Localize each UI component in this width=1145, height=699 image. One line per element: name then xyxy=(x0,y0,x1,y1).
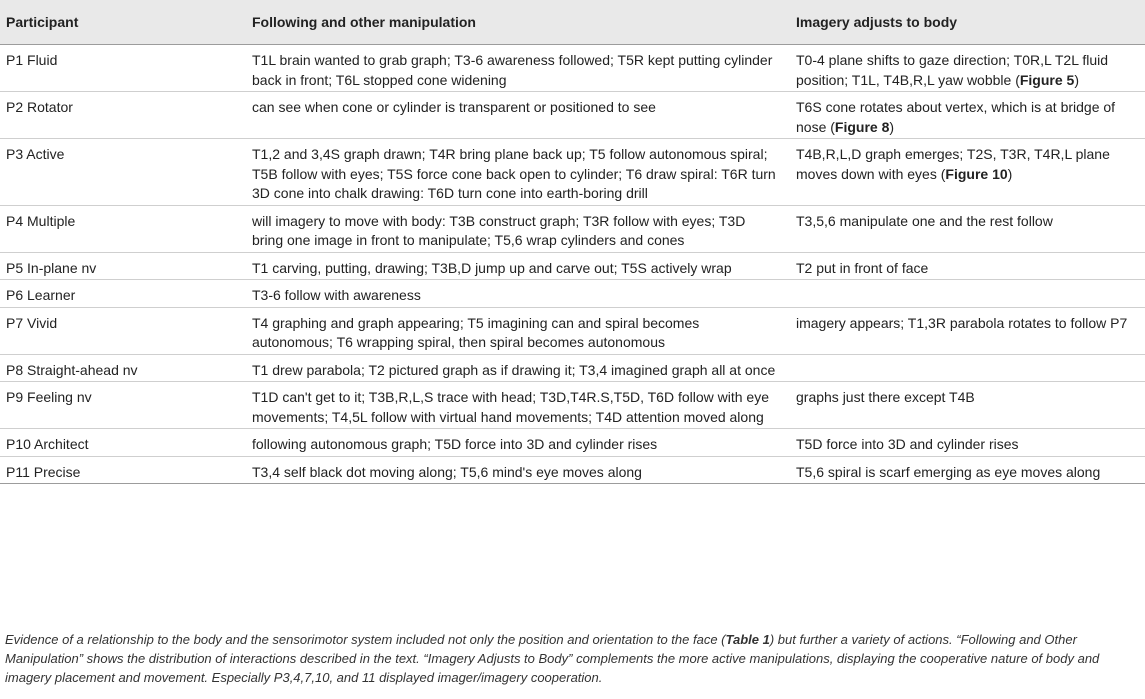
cell-following: T1D can't get to it; T3B,R,L,S trace with head; T3D,T4R.S,T5D, T6D follow with eye movements; T4,5L follow with virtual hand movements; T4D attention moved along xyxy=(246,382,790,429)
cell-participant: P4 Multiple xyxy=(0,205,246,252)
cell-following: T1 carving, putting, drawing; T3B,D jump up and carve out; T5S actively wrap xyxy=(246,252,790,280)
cell-following: T1L brain wanted to grab graph; T3-6 awareness followed; T5R kept putting cylinder back in front; T6L stopped cone widening xyxy=(246,45,790,92)
table-caption xyxy=(5,630,1137,687)
cell-participant: P3 Active xyxy=(0,139,246,206)
cell-imagery-text: T6S cone rotates about vertex, which is at bridge of nose ( xyxy=(796,99,1116,135)
cell-following: T4 graphing and graph appearing; T5 imagining can and spiral becomes autonomous; T6 wrapping spiral, then spiral becomes autonomous xyxy=(246,307,790,354)
cell-imagery-text: T2 put in front of face xyxy=(796,259,929,276)
table-row xyxy=(0,205,1145,252)
header-imagery: Imagery adjusts to body xyxy=(790,0,1145,45)
cell-participant: P10 Architect xyxy=(0,429,246,457)
table-row xyxy=(0,354,1145,382)
cell-imagery xyxy=(790,307,1145,354)
figure-reference: Figure 5 xyxy=(1019,71,1075,88)
cell-participant: P1 Fluid xyxy=(0,45,246,92)
cell-participant: P8 Straight-ahead nv xyxy=(0,354,246,382)
cell-imagery xyxy=(790,205,1145,252)
cell-imagery xyxy=(790,429,1145,457)
cell-imagery xyxy=(790,280,1145,308)
cell-following: T3,4 self black dot moving along; T5,6 mind's eye moves along xyxy=(246,456,790,484)
cell-imagery-tail: ) xyxy=(889,118,895,135)
table-row xyxy=(0,139,1145,206)
figure-reference: Figure 8 xyxy=(834,118,890,135)
cell-imagery-text: T3,5,6 manipulate one and the rest follow xyxy=(796,212,1053,229)
cell-participant: P9 Feeling nv xyxy=(0,382,246,429)
cell-imagery xyxy=(790,92,1145,139)
cell-imagery xyxy=(790,139,1145,206)
header-row xyxy=(0,0,1145,45)
caption-text-2: ) but further a variety of actions. “Following and Other Manipulation” shows the distribution of interactions described in the text. “Imagery Adjusts to Body” complements the more active manipulations, displaying the cooperative nature of body and imagery placement and movement. Especially P3,4,7,10, and 11 displayed imager/imagery cooperation. xyxy=(5,632,1100,685)
caption-table-ref: Table 1 xyxy=(725,632,770,647)
cell-imagery xyxy=(790,456,1145,484)
cell-following: T1 drew parabola; T2 pictured graph as if drawing it; T3,4 imagined graph all at once xyxy=(246,354,790,382)
cell-participant: P7 Vivid xyxy=(0,307,246,354)
cell-imagery xyxy=(790,252,1145,280)
cell-imagery-tail: ) xyxy=(1074,71,1079,88)
table-row xyxy=(0,92,1145,139)
cell-imagery-text: imagery appears; T1,3R parabola rotates to follow P7 xyxy=(796,314,1128,331)
cell-participant: P5 In-plane nv xyxy=(0,252,246,280)
figure-reference: Figure 10 xyxy=(945,165,1008,182)
cell-participant: P6 Learner xyxy=(0,280,246,308)
cell-following: can see when cone or cylinder is transparent or positioned to see xyxy=(246,92,790,139)
cell-imagery-text: T5D force into 3D and cylinder rises xyxy=(796,436,1019,452)
cell-following: will imagery to move with body: T3B construct graph; T3R follow with eyes; T3D bring one image in front to manipulate; T5,6 wrap cylinders and cones xyxy=(246,205,790,252)
header-following: Following and other manipulation xyxy=(246,0,790,45)
cell-following: T1,2 and 3,4S graph drawn; T4R bring plane back up; T5 follow autonomous spiral; T5B follow with eyes; T5S force cone back open to cylinder; T6 draw spiral: T6R turn 3D cone into chalk drawing: T6D turn cone into earth-boring drill xyxy=(246,139,790,206)
header-participant: Participant xyxy=(0,0,246,45)
cell-imagery-text: T0-4 plane shifts to gaze direction; T0R,L T2L fluid position; T1L, T4B,R,L yaw wobble ( xyxy=(796,52,1109,88)
cell-imagery-text: T5,6 spiral is scarf emerging as eye moves along xyxy=(796,463,1101,480)
cell-imagery xyxy=(790,45,1145,92)
table-row xyxy=(0,252,1145,280)
cell-imagery-text: T4B,R,L,D graph emerges; T2S, T3R, T4R,L plane moves down with eyes ( xyxy=(796,146,1110,182)
table-row xyxy=(0,429,1145,457)
table-row xyxy=(0,456,1145,484)
table-row xyxy=(0,45,1145,92)
table-row xyxy=(0,382,1145,429)
table-row xyxy=(0,280,1145,308)
cell-participant: P2 Rotator xyxy=(0,92,246,139)
cell-following: T3-6 follow with awareness xyxy=(246,280,790,308)
cell-imagery-tail: ) xyxy=(1007,165,1013,182)
caption-text-1: Evidence of a relationship to the body and the sensorimotor system included not only the position and orientation to the face ( xyxy=(5,632,726,647)
cell-imagery xyxy=(790,382,1145,429)
table-header xyxy=(0,0,1145,45)
cell-participant: P11 Precise xyxy=(0,456,246,484)
cell-imagery-text: graphs just there except T4B xyxy=(796,389,975,405)
cell-imagery xyxy=(790,354,1145,382)
table-body xyxy=(0,45,1145,484)
cell-following: following autonomous graph; T5D force into 3D and cylinder rises xyxy=(246,429,790,457)
table-row xyxy=(0,307,1145,354)
